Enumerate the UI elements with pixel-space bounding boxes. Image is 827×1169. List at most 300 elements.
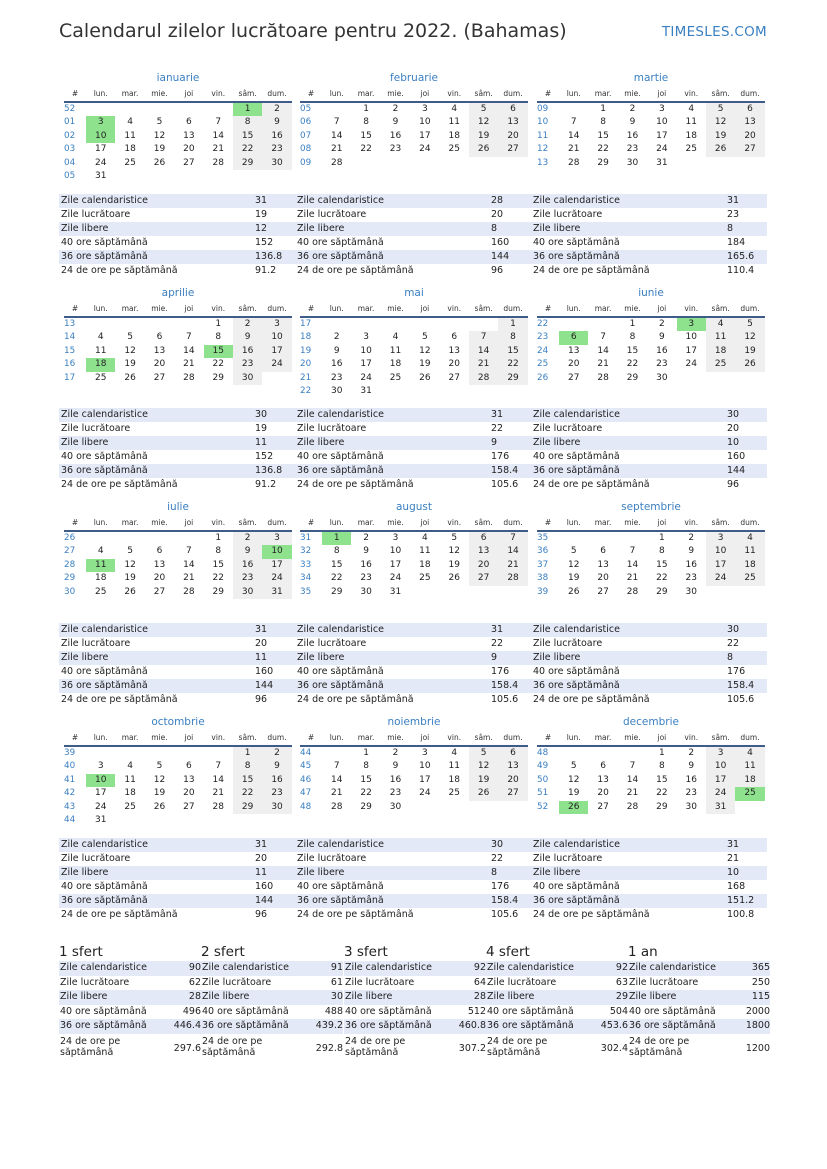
empty-day-cell bbox=[322, 103, 351, 116]
quarter-value: 92 bbox=[615, 962, 628, 973]
day-cell: 12 bbox=[153, 130, 166, 141]
empty-day-cell bbox=[145, 318, 174, 331]
day-cell: 21 bbox=[626, 788, 639, 799]
weekday-label: dum. bbox=[267, 89, 287, 98]
empty-day-cell bbox=[735, 157, 764, 170]
day-cell: 5 bbox=[570, 546, 577, 557]
weekday-label: vin. bbox=[447, 89, 462, 98]
stats-row bbox=[531, 651, 767, 665]
day-cell: 12 bbox=[124, 345, 136, 356]
empty-day-cell bbox=[174, 103, 203, 116]
stats-row bbox=[59, 651, 295, 665]
day-cell: 27 bbox=[183, 157, 195, 168]
weekday-label: joi bbox=[657, 733, 667, 742]
day-cell: 29 bbox=[597, 157, 609, 168]
month-stats-table bbox=[531, 408, 767, 492]
day-cell: 6 bbox=[498, 103, 527, 116]
month-calendar bbox=[300, 287, 528, 398]
day-cell: 9 bbox=[262, 760, 291, 773]
stats-row bbox=[531, 623, 767, 637]
weekday-label: vin. bbox=[211, 89, 226, 98]
quarter-label: Zile lucrătoare bbox=[629, 976, 699, 988]
weekday-label: vin. bbox=[447, 733, 462, 742]
stats-value: 160 bbox=[727, 451, 746, 462]
week-number: 20 bbox=[300, 359, 312, 370]
weekday-label: mie. bbox=[387, 89, 404, 98]
stats-label: 24 de ore pe săptămână bbox=[297, 694, 414, 705]
week-number: 18 bbox=[300, 332, 312, 343]
stats-value: 176 bbox=[491, 881, 510, 892]
day-cell: 19 bbox=[124, 359, 136, 370]
day-cell: 25 bbox=[94, 372, 107, 383]
week-row bbox=[537, 760, 765, 773]
day-cell: 11 bbox=[448, 117, 460, 128]
day-cell: 27 bbox=[469, 572, 498, 585]
day-cell: 20 bbox=[597, 573, 609, 584]
stats-label: Zile calendaristice bbox=[533, 839, 620, 850]
day-cell: 5 bbox=[469, 103, 498, 116]
stats-value: 105.6 bbox=[491, 909, 519, 920]
day-cell: 13 bbox=[448, 345, 460, 356]
stats-value: 160 bbox=[491, 237, 510, 248]
day-cell: 14 bbox=[330, 130, 343, 141]
day-cell: 17 bbox=[706, 559, 735, 572]
holiday-day-cell: 1 bbox=[322, 532, 351, 545]
weekday-label: dum. bbox=[740, 733, 760, 742]
stats-label: Zile lucrătoare bbox=[297, 638, 367, 649]
holiday-day-cell: 15 bbox=[204, 345, 233, 358]
day-cell: 12 bbox=[567, 774, 580, 785]
stats-row bbox=[59, 852, 295, 866]
week-number: 40 bbox=[64, 761, 76, 772]
weekday-header bbox=[64, 303, 292, 318]
stats-row bbox=[59, 679, 295, 693]
day-cell: 3 bbox=[363, 332, 369, 343]
day-cell: 31 bbox=[706, 801, 735, 814]
weekday-header bbox=[64, 88, 292, 103]
quarter-label: Zile lucrătoare bbox=[202, 976, 272, 988]
stats-row bbox=[295, 236, 531, 250]
stats-label: Zile calendaristice bbox=[297, 195, 384, 206]
stats-value: 160 bbox=[255, 881, 274, 892]
weekday-label: vin. bbox=[447, 518, 462, 527]
day-cell: 17 bbox=[685, 345, 697, 356]
day-cell: 15 bbox=[360, 774, 372, 785]
day-cell: 29 bbox=[212, 372, 224, 383]
day-cell: 7 bbox=[215, 761, 222, 772]
quarter-value: 1200 bbox=[745, 1043, 770, 1055]
day-cell: 10 bbox=[706, 760, 735, 773]
week-number: 33 bbox=[300, 559, 312, 570]
weekday-label: joi bbox=[420, 733, 430, 742]
week-number: 46 bbox=[300, 774, 312, 785]
week-number: 39 bbox=[537, 586, 549, 597]
quarter-value: 365 bbox=[751, 962, 770, 973]
empty-day-cell bbox=[381, 318, 410, 331]
stats-row bbox=[531, 880, 767, 894]
quarter-row bbox=[628, 990, 770, 1005]
day-cell: 25 bbox=[389, 372, 402, 383]
stats-row bbox=[531, 478, 767, 492]
empty-day-cell bbox=[498, 157, 527, 170]
quarter-label: Zile libere bbox=[60, 991, 108, 1003]
day-cell: 24 bbox=[656, 144, 668, 155]
day-cell: 4 bbox=[706, 318, 735, 331]
weekday-label: lun. bbox=[566, 733, 581, 742]
stats-label: 24 de ore pe săptămână bbox=[533, 694, 650, 705]
weekday-label: joi bbox=[184, 304, 194, 313]
stats-row bbox=[531, 838, 767, 852]
day-cell: 27 bbox=[567, 372, 580, 383]
stats-row bbox=[295, 464, 531, 478]
day-cell: 19 bbox=[448, 559, 460, 570]
day-cell: 2 bbox=[262, 103, 291, 116]
quarter-row bbox=[344, 1019, 486, 1034]
quarter-title: 1 sfert bbox=[59, 944, 103, 960]
stats-row bbox=[59, 436, 295, 450]
quarter-value: 2000 bbox=[745, 1005, 770, 1017]
day-cell: 22 bbox=[212, 359, 224, 370]
weekday-label: sâm. bbox=[711, 518, 730, 527]
day-cell: 22 bbox=[656, 788, 668, 799]
stats-row bbox=[531, 408, 767, 422]
quarter-row bbox=[628, 976, 770, 991]
month-stats-table bbox=[531, 194, 767, 278]
stats-label: 36 ore săptămână bbox=[61, 251, 148, 262]
empty-day-cell bbox=[410, 586, 439, 599]
stats-row bbox=[531, 908, 767, 922]
quarter-row bbox=[344, 961, 486, 976]
stats-label: 36 ore săptămână bbox=[533, 895, 620, 906]
weekday-label: mar. bbox=[594, 518, 612, 527]
day-cell: 6 bbox=[600, 761, 606, 772]
day-cell: 18 bbox=[685, 130, 697, 141]
week-row bbox=[64, 170, 292, 183]
stats-value: 96 bbox=[255, 909, 268, 920]
day-cell: 14 bbox=[212, 774, 224, 785]
month-name: iunie bbox=[638, 287, 664, 299]
day-cell: 26 bbox=[706, 143, 735, 156]
stats-label: Zile libere bbox=[61, 223, 109, 234]
empty-day-cell bbox=[233, 170, 262, 183]
week-number: 39 bbox=[64, 748, 76, 758]
weekday-label: mar. bbox=[357, 733, 375, 742]
empty-day-cell bbox=[322, 318, 351, 331]
quarter-label: 40 ore săptămână bbox=[345, 1005, 432, 1017]
quarter-value: 92 bbox=[473, 962, 486, 973]
stats-label: 36 ore săptămână bbox=[297, 465, 384, 476]
day-cell: 20 bbox=[183, 144, 195, 155]
empty-day-cell bbox=[469, 385, 498, 398]
weekday-label: mie. bbox=[624, 89, 641, 98]
day-cell: 2 bbox=[688, 748, 695, 758]
empty-day-cell bbox=[145, 532, 174, 545]
week-number-header: # bbox=[544, 733, 552, 742]
quarter-value: 90 bbox=[188, 962, 201, 973]
stats-label: Zile lucrătoare bbox=[61, 853, 131, 864]
quarter-row bbox=[201, 1005, 343, 1020]
quarter-label: Zile lucrătoare bbox=[60, 976, 130, 988]
day-cell: 11 bbox=[124, 774, 136, 785]
week-row bbox=[300, 157, 528, 170]
stats-row bbox=[295, 908, 531, 922]
weekday-label: joi bbox=[420, 518, 430, 527]
week-number-header: # bbox=[307, 518, 315, 527]
weekday-label: dum. bbox=[740, 89, 760, 98]
stats-label: Zile calendaristice bbox=[61, 409, 148, 420]
quarter-label: 24 de ore pe săptămână bbox=[345, 1035, 406, 1059]
stats-value: 22 bbox=[727, 638, 740, 649]
day-cell: 15 bbox=[656, 559, 668, 570]
stats-row bbox=[59, 908, 295, 922]
month-calendar bbox=[300, 716, 528, 814]
day-cell: 10 bbox=[656, 117, 668, 128]
stats-value: 19 bbox=[255, 209, 268, 220]
day-cell: 27 bbox=[153, 372, 166, 383]
empty-day-cell bbox=[115, 170, 144, 183]
quarter-row bbox=[344, 1034, 486, 1062]
day-cell: 23 bbox=[233, 358, 262, 371]
day-cell: 29 bbox=[330, 586, 343, 597]
week-number: 22 bbox=[300, 385, 312, 396]
day-cell: 22 bbox=[212, 573, 224, 584]
day-cell: 23 bbox=[262, 787, 291, 800]
stats-value: 12 bbox=[255, 223, 268, 234]
day-cell: 6 bbox=[600, 546, 606, 557]
weekday-label: mie. bbox=[387, 518, 404, 527]
stats-row bbox=[531, 250, 767, 264]
weekday-label: sâm. bbox=[238, 89, 257, 98]
day-cell: 30 bbox=[262, 801, 291, 814]
week-number: 52 bbox=[537, 801, 549, 812]
week-row bbox=[537, 331, 765, 344]
quarter-row bbox=[486, 990, 628, 1005]
holiday-day-cell: 10 bbox=[86, 130, 115, 143]
week-row bbox=[64, 559, 292, 572]
day-cell: 10 bbox=[706, 545, 735, 558]
stats-value: 23 bbox=[727, 209, 740, 220]
stats-value: 144 bbox=[491, 251, 510, 262]
weekday-label: dum. bbox=[267, 518, 287, 527]
weekday-header bbox=[64, 517, 292, 532]
day-cell: 2 bbox=[659, 319, 665, 329]
stats-label: 36 ore săptămână bbox=[297, 895, 384, 906]
week-number: 07 bbox=[300, 130, 312, 141]
day-cell: 3 bbox=[422, 104, 428, 114]
stats-label: Zile calendaristice bbox=[297, 624, 384, 635]
week-number: 36 bbox=[537, 546, 549, 557]
empty-day-cell bbox=[440, 157, 469, 170]
week-number: 17 bbox=[300, 319, 312, 329]
quarter-label: Zile calendaristice bbox=[60, 962, 147, 973]
week-row bbox=[300, 787, 528, 800]
empty-day-cell bbox=[115, 318, 144, 331]
stats-row bbox=[531, 637, 767, 651]
stats-label: 40 ore săptămână bbox=[533, 881, 620, 892]
empty-day-cell bbox=[440, 586, 469, 599]
stats-label: 40 ore săptămână bbox=[297, 881, 384, 892]
quarter-title: 2 sfert bbox=[201, 944, 245, 960]
stats-row bbox=[531, 679, 767, 693]
weekday-label: mar. bbox=[121, 733, 139, 742]
stats-value: 100.8 bbox=[727, 909, 755, 920]
day-cell: 3 bbox=[706, 747, 735, 760]
month-stats-table bbox=[59, 623, 295, 707]
day-cell: 29 bbox=[360, 801, 372, 812]
site-logo-link[interactable]: TIMESLES.COM bbox=[661, 24, 767, 40]
day-cell: 17 bbox=[94, 144, 107, 155]
day-cell: 6 bbox=[735, 103, 764, 116]
day-cell: 1 bbox=[629, 319, 636, 329]
weekday-label: vin. bbox=[211, 733, 226, 742]
day-cell: 13 bbox=[153, 345, 166, 356]
quarter-summary-table bbox=[344, 944, 486, 1062]
day-cell: 18 bbox=[124, 144, 136, 155]
quarter-value: 29 bbox=[615, 991, 628, 1003]
day-cell: 12 bbox=[419, 345, 431, 356]
week-number: 45 bbox=[300, 761, 312, 772]
day-cell: 31 bbox=[389, 586, 402, 597]
empty-day-cell bbox=[469, 801, 498, 814]
quarter-label: Zile calendaristice bbox=[487, 962, 574, 973]
stats-label: Zile libere bbox=[61, 652, 109, 663]
week-number: 35 bbox=[300, 586, 312, 597]
empty-day-cell bbox=[440, 318, 469, 331]
stats-label: 40 ore săptămână bbox=[61, 881, 148, 892]
stats-label: 40 ore săptămână bbox=[61, 237, 148, 248]
month-calendar bbox=[300, 501, 528, 599]
day-cell: 24 bbox=[706, 787, 735, 800]
stats-value: 30 bbox=[255, 409, 268, 420]
weekday-label: dum. bbox=[503, 733, 523, 742]
empty-day-cell bbox=[262, 814, 291, 827]
week-number: 31 bbox=[300, 533, 312, 543]
stats-row bbox=[295, 637, 531, 651]
week-row bbox=[64, 586, 292, 599]
week-number: 06 bbox=[300, 117, 312, 128]
day-cell: 4 bbox=[127, 761, 133, 772]
day-cell: 9 bbox=[659, 332, 665, 343]
day-cell: 8 bbox=[363, 117, 369, 128]
day-cell: 25 bbox=[706, 358, 735, 371]
stats-value: 20 bbox=[491, 209, 504, 220]
stats-label: 40 ore săptămână bbox=[297, 451, 384, 462]
stats-label: Zile libere bbox=[297, 223, 345, 234]
stats-row bbox=[59, 264, 295, 278]
weekday-label: vin. bbox=[684, 304, 699, 313]
stats-value: 20 bbox=[255, 853, 268, 864]
weekday-label: mar. bbox=[357, 89, 375, 98]
stats-value: 136.8 bbox=[255, 465, 283, 476]
day-cell: 28 bbox=[626, 586, 639, 597]
day-cell: 10 bbox=[685, 332, 697, 343]
day-cell: 13 bbox=[183, 130, 195, 141]
weekday-label: mar. bbox=[121, 304, 139, 313]
day-cell: 16 bbox=[360, 559, 372, 570]
empty-day-cell bbox=[115, 747, 144, 760]
day-cell: 20 bbox=[735, 130, 764, 143]
week-number: 25 bbox=[537, 359, 549, 370]
quarter-value: 439.2 bbox=[315, 1020, 343, 1032]
day-cell: 15 bbox=[233, 774, 262, 787]
stats-row bbox=[531, 208, 767, 222]
week-number: 08 bbox=[300, 144, 312, 155]
quarter-value: 504 bbox=[609, 1005, 628, 1017]
stats-row bbox=[295, 623, 531, 637]
day-cell: 30 bbox=[262, 157, 291, 170]
stats-row bbox=[295, 478, 531, 492]
day-cell: 2 bbox=[688, 533, 695, 543]
week-row bbox=[537, 532, 765, 545]
day-cell: 25 bbox=[685, 144, 697, 155]
weekday-label: lun. bbox=[566, 89, 581, 98]
day-cell: 24 bbox=[360, 372, 372, 383]
week-row bbox=[537, 572, 765, 585]
empty-day-cell bbox=[174, 170, 203, 183]
weekday-label: vin. bbox=[447, 304, 462, 313]
day-cell: 11 bbox=[389, 345, 402, 356]
day-cell: 14 bbox=[626, 774, 639, 785]
empty-day-cell bbox=[86, 103, 115, 116]
day-cell: 30 bbox=[330, 385, 343, 396]
day-cell: 12 bbox=[735, 331, 764, 344]
day-cell: 19 bbox=[567, 788, 580, 799]
week-number-header: # bbox=[544, 518, 552, 527]
quarter-label: 40 ore săptămână bbox=[629, 1005, 716, 1017]
month-stats-table bbox=[531, 838, 767, 922]
month-stats-table bbox=[295, 838, 531, 922]
stats-label: 36 ore săptămână bbox=[61, 465, 148, 476]
stats-row bbox=[531, 464, 767, 478]
stats-value: 22 bbox=[491, 638, 504, 649]
day-cell: 12 bbox=[567, 559, 580, 570]
stats-label: Zile calendaristice bbox=[61, 839, 148, 850]
day-cell: 22 bbox=[360, 144, 372, 155]
day-cell: 3 bbox=[422, 748, 428, 758]
day-cell: 3 bbox=[392, 533, 399, 543]
day-cell: 10 bbox=[360, 345, 372, 356]
day-cell: 24 bbox=[685, 359, 697, 370]
week-number: 52 bbox=[64, 104, 76, 114]
week-number-header: # bbox=[71, 304, 79, 313]
week-row bbox=[300, 103, 528, 116]
weekday-label: lun. bbox=[329, 89, 344, 98]
week-row bbox=[537, 318, 765, 331]
empty-day-cell bbox=[410, 801, 439, 814]
week-row bbox=[300, 143, 528, 156]
month-name: aprilie bbox=[161, 287, 195, 299]
quarter-row bbox=[628, 961, 770, 976]
weekday-label: dum. bbox=[503, 89, 523, 98]
day-cell: 4 bbox=[392, 332, 399, 343]
quarter-value: 62 bbox=[188, 976, 201, 988]
week-row bbox=[64, 814, 292, 827]
empty-day-cell bbox=[174, 532, 203, 545]
weekday-header bbox=[537, 303, 765, 318]
week-number: 38 bbox=[537, 573, 549, 584]
week-number: 23 bbox=[537, 332, 549, 343]
stats-row bbox=[531, 422, 767, 436]
day-cell: 25 bbox=[448, 144, 460, 155]
month-name: septembrie bbox=[621, 501, 681, 513]
stats-row bbox=[59, 250, 295, 264]
weekday-header bbox=[64, 732, 292, 747]
quarter-label: 24 de ore pe săptămână bbox=[202, 1035, 263, 1059]
day-cell: 13 bbox=[498, 116, 527, 129]
day-cell: 6 bbox=[186, 117, 192, 128]
day-cell: 31 bbox=[360, 385, 372, 396]
stats-label: Zile calendaristice bbox=[297, 839, 384, 850]
